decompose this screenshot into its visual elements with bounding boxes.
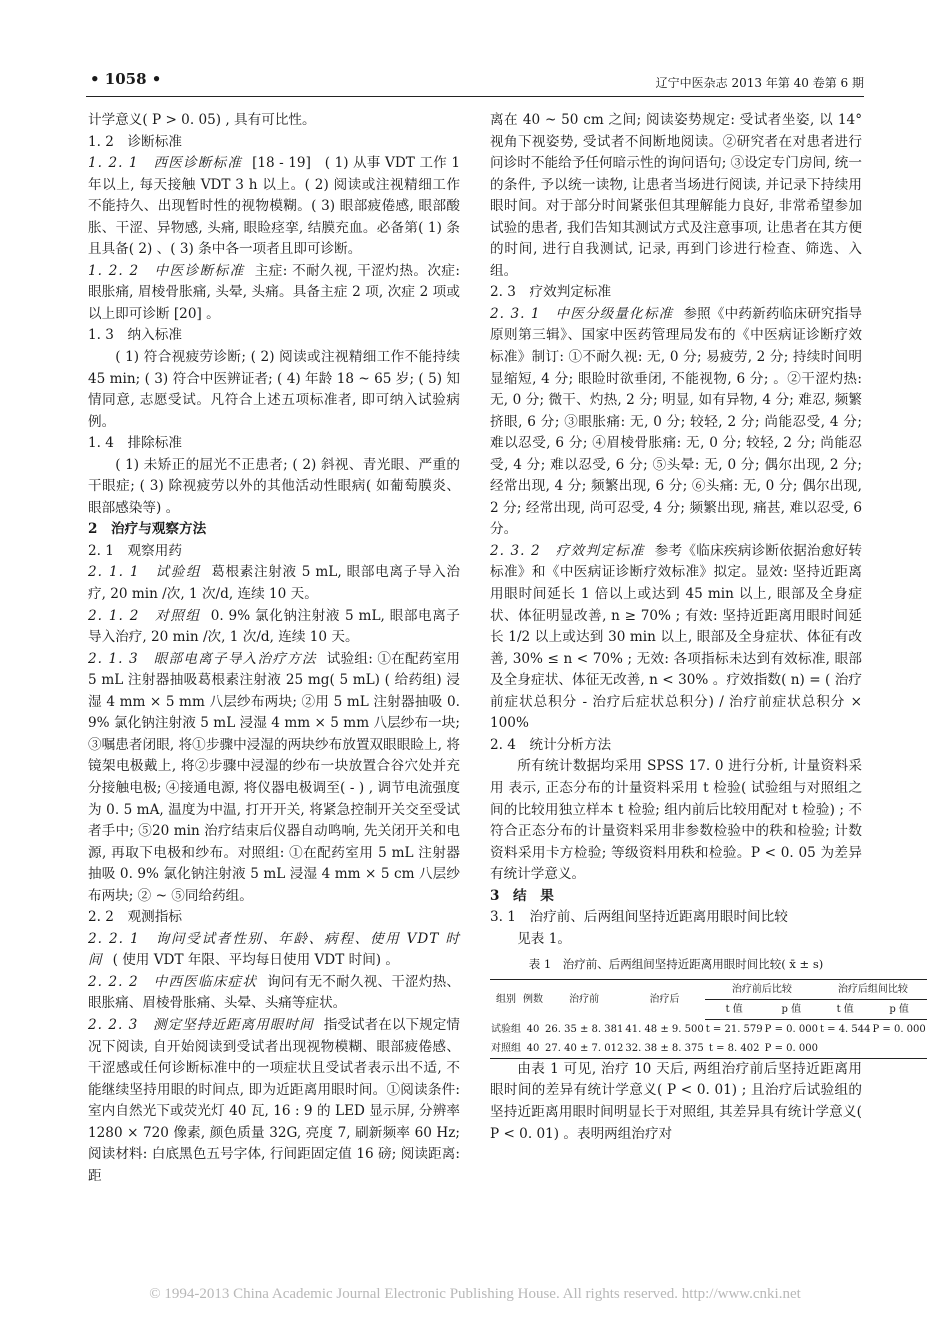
left-column: [88, 110, 460, 1187]
subsection-heading: 2. 4 统计分析方法: [490, 736, 612, 753]
subsection-heading: 1. 2 诊断标准: [88, 133, 182, 150]
table-cell: P = 0. 000: [764, 1039, 819, 1059]
labeled-paragraph: [88, 261, 460, 326]
paragraph-label: 2. 2. 1 询问受试者性别、年龄、病程、使用 VDT 时间: [88, 930, 460, 969]
table-cell: 对照组: [490, 1039, 522, 1059]
paragraph: 由表 1 可见, 治疗 10 天后, 两组治疗前后坚持近距离用眼时间的差异有统计学意义( P < 0. 01) ; 且治疗后试验组的坚持近距离用眼时间明显长于对照组, 其差异具有统计学意义( P < 0. 01) 。表明两组治疗对: [490, 1060, 862, 1142]
table-title: 表 1 治疗前、后两组间坚持近距离用眼时间比较( x̄ ± s): [528, 957, 824, 972]
table-cell: 41. 48 ± 9. 500: [625, 1023, 704, 1035]
table-header-cell: 组别: [490, 979, 522, 1019]
paragraph: ( 1) 符合视疲劳诊断; ( 2) 阅读或注视精细工作不能持续 45 min; ( 3) 符合中医辨证者; ( 4) 年龄 18 ~ 65 岁; ( 5) 知情同意, 志愿受试。凡符合上述五项标准者, 即可纳入试验病例。: [88, 349, 460, 430]
table-cell: t = 21. 579: [705, 1023, 763, 1035]
paragraph-label: 2. 1. 1 试验组: [88, 564, 202, 581]
labeled-paragraph: [88, 1015, 460, 1187]
paragraph-text: 主症: 不耐久视, 干涩灼热。次症: 眼胀痛, 眉棱骨胀痛, 头晕, 头痛。具备主症 2 项, 次症 2 项或以上即可诊断 [20] 。: [88, 262, 461, 322]
subsection-heading: 3. 1 治疗前、后两组间坚持近距离用眼时间比较: [490, 909, 788, 926]
table-cell: [819, 1039, 872, 1059]
table-cell: [872, 1039, 927, 1059]
paragraph-text: 参考《临床疾病诊断依据治愈好转标准》和《中医病证诊断疗效标准》拟定。显效: 坚持近距离用眼时间延长 1 倍以上或达到 45 min 以上, 眼部及全身症状、体征明显改善, n ≥ 70% ; 有效: 坚持近距离用眼时间延长 1/2 以上或达到 30 min 以上, 眼部及全身症状、体征有改善, 30% ≤ n < 70% ; 无效: 各项指标未达到有效标准, 眼部及全身症状、体征无改善, n < 30% 。疗效指数( n) = ( 治疗前症状总积分 - 治疗后症状总积分) / 治疗前症状总积分 × 100%: [490, 542, 862, 732]
table-cell: P = 0. 000: [872, 1023, 926, 1035]
labeled-paragraph: [88, 606, 460, 649]
subsection-heading: 2. 1 观察用药: [88, 542, 182, 559]
table-header-cell: 例数: [522, 979, 544, 1019]
labeled-paragraph: [490, 541, 862, 735]
table-cell: t = 4. 544: [819, 1023, 871, 1035]
table-cell: 26. 35 ± 8. 381: [545, 1023, 624, 1035]
labeled-paragraph: [88, 929, 460, 972]
subsection-heading: 2. 3 疗效判定标准: [490, 284, 612, 301]
paragraph-text: 参照《中药新药临床研究指导原则第三辑》、国家中医药管理局发布的《中医病证诊断疗效标准》制订: ①不耐久视: 无, 0 分; 易疲劳, 2 分; 持续时间明显缩短, 4 分; 眼睑时欲垂闭, 不能视物, 6 分; 。②干涩灼热: 无, 0 分; 微干、灼热, 2 分; 明显, 如有异物, 4 分; 难忍, 频繁挤眼, 6 分; ③眼胀痛: 无, 0 分; 较轻, 2 分; 尚能忍受, 4 分; 难以忍受, 6 分; ④眉棱骨胀痛: 无, 0 分; 较轻, 2 分; 尚能忍受, 4 分; 难以忍受, 6 分; ⑤头晕: 无, 0 分; 偶尔出现, 2 分; 经常出现, 4 分; 频繁出现, 6 分; ⑥头痛: 无, 0 分; 偶尔出现, 2 分; 经常出现, 尚可忍受, 4 分; 频繁出现, 痛甚, 难以忍受, 6 分。: [490, 305, 863, 538]
table-header-cell: 治疗前: [544, 979, 624, 1019]
paragraph: 所有统计数据均采用 SPSS 17. 0 进行分析, 计量资料采用 表示, 正态分布的计量资料采用 t 检验( 试验组与对照组之间的比较用独立样本 t 检验; 组内前后比较用配对 t 检验) ; 不符合正态分布的计量资料采用非参数检验中的秩和检验; 计数资料采用卡方检验; 等级资料用秩和检验。P < 0. 05 为差异有统计学意义。: [490, 758, 862, 883]
section-heading: 3 结 果: [490, 887, 554, 904]
labeled-paragraph: [490, 304, 862, 541]
table-header-cell: 治疗后: [624, 979, 704, 1019]
labeled-paragraph: [88, 153, 460, 261]
subsection-heading: 1. 3 纳入标准: [88, 327, 182, 344]
paragraph-label: 2. 1. 3 眼部电离子导入治疗方法: [88, 650, 317, 667]
paragraph-text: 询问有无不耐久视、干涩灼热、眼胀痛、眉棱骨胀痛、头晕、头痛等症状。: [88, 973, 460, 1012]
table-cell: 32. 38 ± 8. 375: [624, 1039, 704, 1059]
paragraph: 见表 1。: [517, 930, 571, 947]
table-row: [490, 1039, 927, 1059]
paragraph-label: 1. 2. 2 中医诊断标准: [88, 262, 245, 279]
table-cell: 40: [522, 1039, 544, 1059]
paragraph: 计学意义( P > 0. 05) , 具有可比性。: [88, 112, 316, 128]
table-cell: P = 0. 000: [764, 1023, 818, 1035]
labeled-paragraph: [88, 649, 460, 908]
paragraph-text: 0. 9% 氯化钠注射液 5 mL, 眼部电离子导入治疗, 20 min /次, 1 次/d, 连续 10 天。: [88, 607, 460, 646]
paragraph-label: 2. 2. 3 测定坚持近距离用眼时间: [88, 1016, 314, 1033]
paragraph-text: ( 使用 VDT 年限、平均每日使用 VDT 时间) 。: [112, 952, 400, 969]
paragraph-text: 指受试者在以下规定情况下阅读, 自开始阅读到受试者出现视物模糊、眼部疲倦感、干涩感或任何诊断标准中的一项症状且受试者表示出不适, 不能继续坚持用眼的时间点, 即为近距离用眼时间。①阅读条件: 室内自然光下或荧光灯 40 瓦, 16 : 9 的 LED 显示屏, 分辨率 1280 × 720 像素, 颜色质量 32G, 亮度 7, 刷新频率 60 Hz; 阅读材料: 白底黑色五号字体, 行间距固定值 16 磅; 阅读距离: 距: [88, 1016, 460, 1184]
subsection-heading: 1. 4 排除标准: [88, 435, 182, 452]
paragraph-text: 葛根素注射液 5 mL, 眼部电离子导入治疗, 20 min /次, 1 次/d, 连续 10 天。: [88, 564, 460, 603]
labeled-paragraph: [88, 562, 460, 605]
table-subheader-cell: p 值: [872, 999, 927, 1019]
table-cell: t = 8. 402: [705, 1039, 764, 1059]
paragraph-text: 试验组: ①在配药室用 5 mL 注射器抽吸葛根素注射液 25 mg( 5 mL) ( 给药组) 浸湿 4 mm × 5 mm 八层纱布两块; ②用 5 mL 注射器抽吸 0. 9% 氯化钠注射液 5 mL 浸湿 4 mm × 5 mm 八层纱布一块; ③嘱患者闭眼, 将①步骤中浸湿的两块纱布放置双眼眼睑上, 将镜架电极戴上, 将②步骤中浸湿的纱布一块放置合谷穴处并充分接触电极; ④接通电源, 将仪器电极调至( - ) , 调节电流强度为 0. 5 mA, 温度为中温, 打开开关, 将紧急控制开关交至受试者手中; ⑤20 min 治疗结束后仪器自动鸣响, 先关闭开关和电源, 再取下电极和纱布。对照组: ①在配药室用 5 mL 注射器抽吸 0. 9% 氯化钠注射液 5 mL 浸湿 4 mm × 5 cm 八层纱布两块; ② ~ ⑤同给药组。: [88, 650, 460, 904]
paragraph-label: 2. 2. 2 中西医临床症状: [88, 973, 258, 990]
table-subheader-cell: t 值: [705, 999, 764, 1019]
paragraph-label: 2. 3. 1 中医分级量化标准: [490, 305, 674, 322]
table-1: [490, 954, 926, 1059]
copyright-footer: © 1994-2013 China Academic Journal Electronic Publishing House. All rights reserved. http://www.cnki.net: [149, 1286, 801, 1302]
table-subheader-cell: p 值: [764, 999, 819, 1019]
page-number: • 1058 •: [90, 70, 162, 88]
paragraph-text: [18 - 19] ( 1) 从事 VDT 工作 1 年以上, 每天接触 VDT 3 h 以上。( 2) 阅读或注视精细工作不能持久、出现暂时性的视物模糊。( 3) 眼部疲倦感, 眼部酸胀、干涩、异物感, 头痛, 眼睑痉挛, 结膜充血。必备第( 1) 条且具备( 2) 、( 3) 条中各一项者且即可诊断。: [88, 155, 460, 258]
right-column: [490, 110, 926, 1145]
header-rule: [86, 96, 864, 97]
table-header-cell: 治疗前后比较: [705, 979, 819, 999]
paragraph-label: 2. 3. 2 疗效判定标准: [490, 542, 645, 559]
table-cell: 27. 40 ± 7. 012: [544, 1039, 624, 1059]
paragraph-label: 2. 1. 2 对照组: [88, 607, 201, 624]
labeled-paragraph: [88, 972, 460, 1015]
table-cell: 40: [526, 1023, 540, 1035]
results-table: [490, 979, 927, 1059]
paragraph: 离在 40 ~ 50 cm 之间; 阅读姿势规定: 受试者坐姿, 以 14° 视角下视姿势, 受试者不间断地阅读。②研究者在对患者进行问诊时不能给予任何暗示性的询问语句; ③设定专门房间, 统一的条件, 予以统一读物, 让患者当场进行阅读, 并记录下持续用眼时间。对于部分时间紧张但其理解能力良好, 非常希望参加试验的患者, 我们告知其测试方式及注意事项, 让患者在其方便的时间, 进行自我测试, 记录, 再到门诊进行检查、筛选、入组。: [490, 112, 862, 279]
paragraph: ( 1) 未矫正的屈光不正患者; ( 2) 斜视、青光眼、严重的干眼症; ( 3) 除视疲劳以外的其他活动性眼病( 如葡萄膜炎、眼部感染等) 。: [88, 456, 460, 516]
table-cell: 试验组: [491, 1023, 521, 1035]
table-subheader-cell: t 值: [819, 999, 872, 1019]
section-heading: 2 治疗与观察方法: [88, 521, 207, 538]
table-header-cell: 治疗后组间比较: [819, 979, 927, 999]
subsection-heading: 2. 2 观测指标: [88, 909, 182, 926]
table-row: [490, 1019, 927, 1039]
paragraph-label: 1. 2. 1 西医诊断标准: [88, 155, 243, 172]
journal-header: 辽宁中医杂志 2013 年第 40 卷第 6 期: [655, 76, 864, 90]
